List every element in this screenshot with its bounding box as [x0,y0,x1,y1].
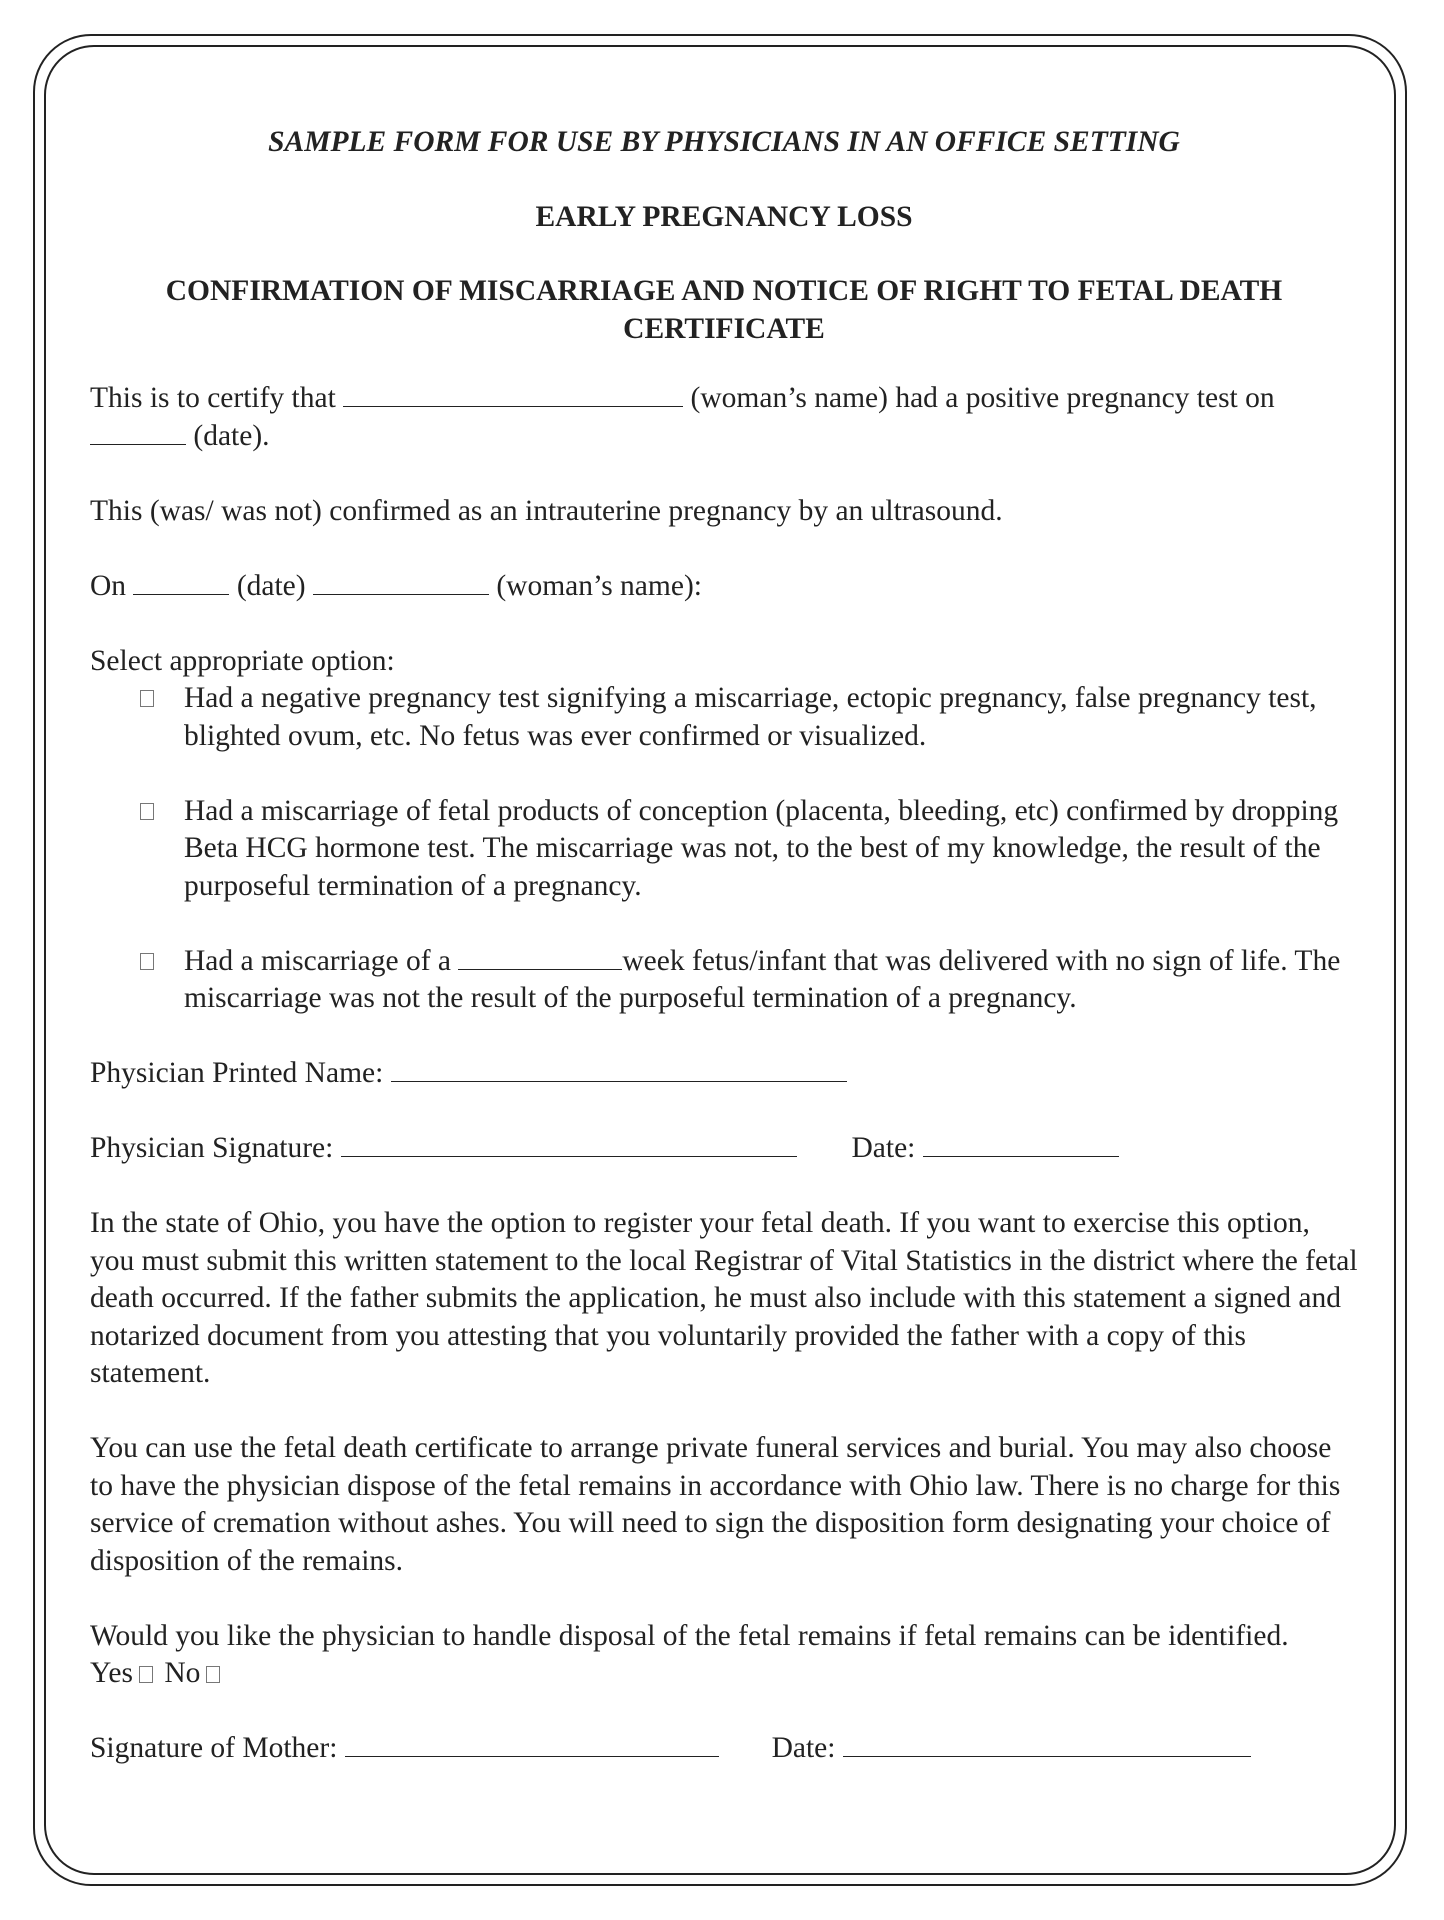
option-suffix: week fetus/infant that was delivered with no sign of life. The miscarriage was not the result of the purposeful termination of a pregnancy. [184,944,1341,1014]
on-label: On [90,569,127,602]
physician-date-label: Date: [851,1132,916,1164]
options-heading: Select appropriate option: [90,644,395,677]
certify-prefix: This is to certify that [90,382,336,414]
event-date-field[interactable] [133,570,229,595]
option-negative-test [90,680,1358,755]
physician-signature-label: Physician Signature: [90,1132,334,1164]
options-list [90,680,1358,1018]
certify-date-hint: (date). [193,419,270,452]
disposal-question [90,1618,1358,1693]
physician-signature-line [90,1130,1358,1168]
yes-checkbox[interactable] [139,1666,153,1683]
registration-notice: In the state of Ohio, you have the option to register your fetal death. If you want to exercise this option, you must submit this written statement to the local Registrar of Vital Statistics in the district where the fetal death occurred. If the father submits the application, he must also include with this statement a signed and notarized document from you attesting that you voluntarily provided the father with a copy of this statement. [90,1207,1358,1389]
woman-name-field[interactable] [343,382,683,407]
checkbox-icon[interactable] [140,690,154,707]
no-label: No [164,1657,201,1689]
physician-printed-name-line [90,1055,1358,1093]
option-fetus-infant [90,943,1358,1018]
option-text: Had a miscarriage of fetal products of conception (placenta, bleeding, etc) confirmed by dropping Beta HCG hormone test. The miscarriage was not, to the best of my knowledge, the result of the purposeful termination of a pregnancy. [184,794,1339,902]
mother-signature-line [90,1730,1358,1768]
certify-on: on [1245,382,1275,414]
no-checkbox[interactable] [206,1666,220,1683]
ultrasound-statement: This (was/ was not) confirmed as an intrauterine pregnancy by an ultrasound. [90,494,1003,527]
on-name-hint: (woman’s name): [496,569,702,602]
option-text: Had a negative pregnancy test signifying a miscarriage, ectopic pregnancy, false pregnancy test, blighted ovum, etc. No fetus was ever confirmed or visualized. [184,682,1317,752]
test-date-field[interactable] [90,420,186,445]
form-subtitle: CONFIRMATION OF MISCARRIAGE AND NOTICE OF RIGHT TO FETAL DEATH CERTIFICATE [165,275,1283,345]
on-date-hint: (date) [236,569,306,602]
physician-printed-name-field[interactable] [391,1057,847,1082]
funeral-notice: You can use the fetal death certificate to arrange private funeral services and burial. You may also choose to have the physician dispose of the fetal remains in accordance with Ohio law. There is no charge for this service of cremation without ashes. You will need to sign the disposition form designating your choice of disposition of the remains. [90,1432,1341,1577]
mother-signature-label: Signature of Mother: [90,1732,338,1764]
event-woman-name-field[interactable] [313,570,489,595]
certify-name-hint: (woman’s name) had a positive pregnancy test [690,382,1238,414]
physician-signature-field[interactable] [341,1132,797,1157]
on-date-line [90,568,1358,606]
option-text [184,943,1358,1018]
gestation-weeks-field[interactable] [458,945,622,970]
mother-signature-field[interactable] [345,1732,719,1757]
disposal-question-text: Would you like the physician to handle disposal of the fetal remains if fetal remains can be identified. [90,1619,1289,1652]
option-prefix: Had a miscarriage of a [184,944,451,977]
physician-date-field[interactable] [923,1132,1119,1157]
certify-statement [90,380,1358,455]
form-content [90,124,1358,1768]
form-title: EARLY PREGNANCY LOSS [535,200,913,233]
sample-notice: SAMPLE FORM FOR USE BY PHYSICIANS IN AN OFFICE SETTING [268,126,1180,158]
physician-printed-name-label: Physician Printed Name: [90,1057,384,1089]
mother-date-label: Date: [771,1732,836,1764]
checkbox-icon[interactable] [140,803,154,820]
yes-label: Yes [90,1657,133,1689]
mother-date-field[interactable] [843,1732,1251,1757]
option-products-of-conception [90,793,1358,906]
checkbox-icon[interactable] [140,953,154,970]
